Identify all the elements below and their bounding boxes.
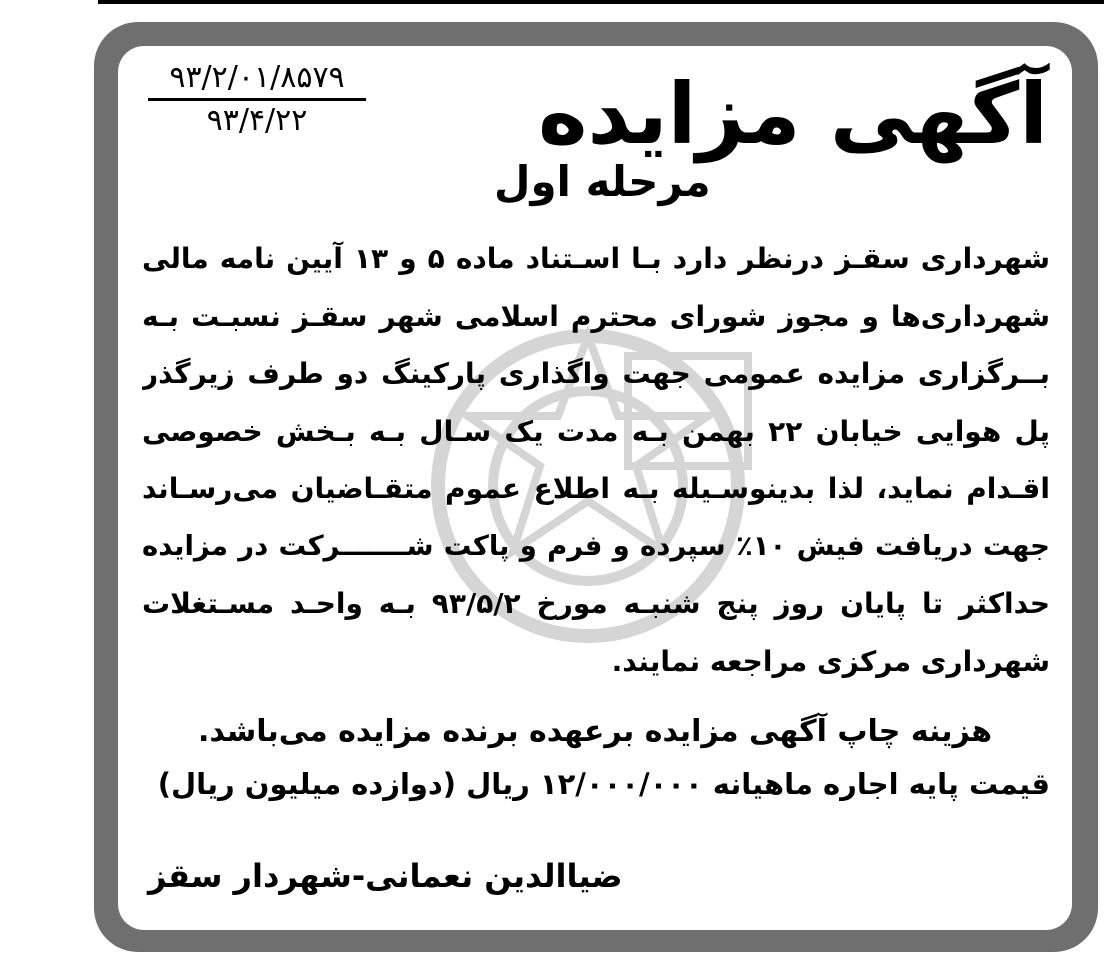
notice-body — [142, 230, 1050, 690]
cost-note: هزینه چاپ آگهی مزایده برعهده برنده مزایده می‌باشد. — [197, 714, 993, 749]
body-line: شهرداری‌ها و مجوز شورای محترم اسلامی شهر سقـز نسبـت بـه — [142, 299, 1050, 333]
body-line: پل هوایی خیابان ۲۲ بهمن بـه مدت یک سـال بـه بـخش خصوصی — [142, 414, 1050, 448]
notice-panel — [118, 46, 1072, 930]
body-line: اقـدام نماید، لذا بدینوسـیله بـه اطلاع عموم متقـاضیان می‌رسـاند — [142, 472, 1050, 505]
notice-title: آگهی مزایده — [537, 65, 1048, 163]
body-line: جهت دریافت فیش ۱۰٪ سپرده و فرم و پاکت شـــــــرکت در مزایده — [142, 529, 1050, 562]
reference-number: ۹۳/۲/۰۱/۸۵۷۹ — [148, 60, 366, 101]
body-line: بــرگزاری مزایده عمومی جهت واگذاری پارکینگ دو طرف زیرگذر — [142, 357, 1050, 390]
notice-subtitle: مرحله اول — [494, 157, 711, 206]
base-price: قیمت پایه اجاره ماهیانه ۱۲/۰۰۰/۰۰۰ ریال (دوازده میلیون ریال) — [157, 767, 1050, 801]
reference-block — [148, 60, 366, 139]
signature: ضیاالدین نعمانی-شهردار سقز — [148, 857, 623, 895]
reference-date: ۹۳/۴/۲۲ — [206, 103, 308, 138]
body-line: حداکثر تا پایان روز پنج شنبـه مورخ ۹۳/۵/۲ بـه واحـد مسـتغلات — [142, 587, 1050, 620]
body-line: شهرداری سقـز درنظر دارد بـا اسـتناد ماده ۵ و ۱۳ آیین نامه مالی — [142, 242, 1050, 275]
top-rule — [98, 0, 1104, 4]
body-line: شهرداری مرکزی مراجعه نمایند. — [611, 644, 1050, 678]
